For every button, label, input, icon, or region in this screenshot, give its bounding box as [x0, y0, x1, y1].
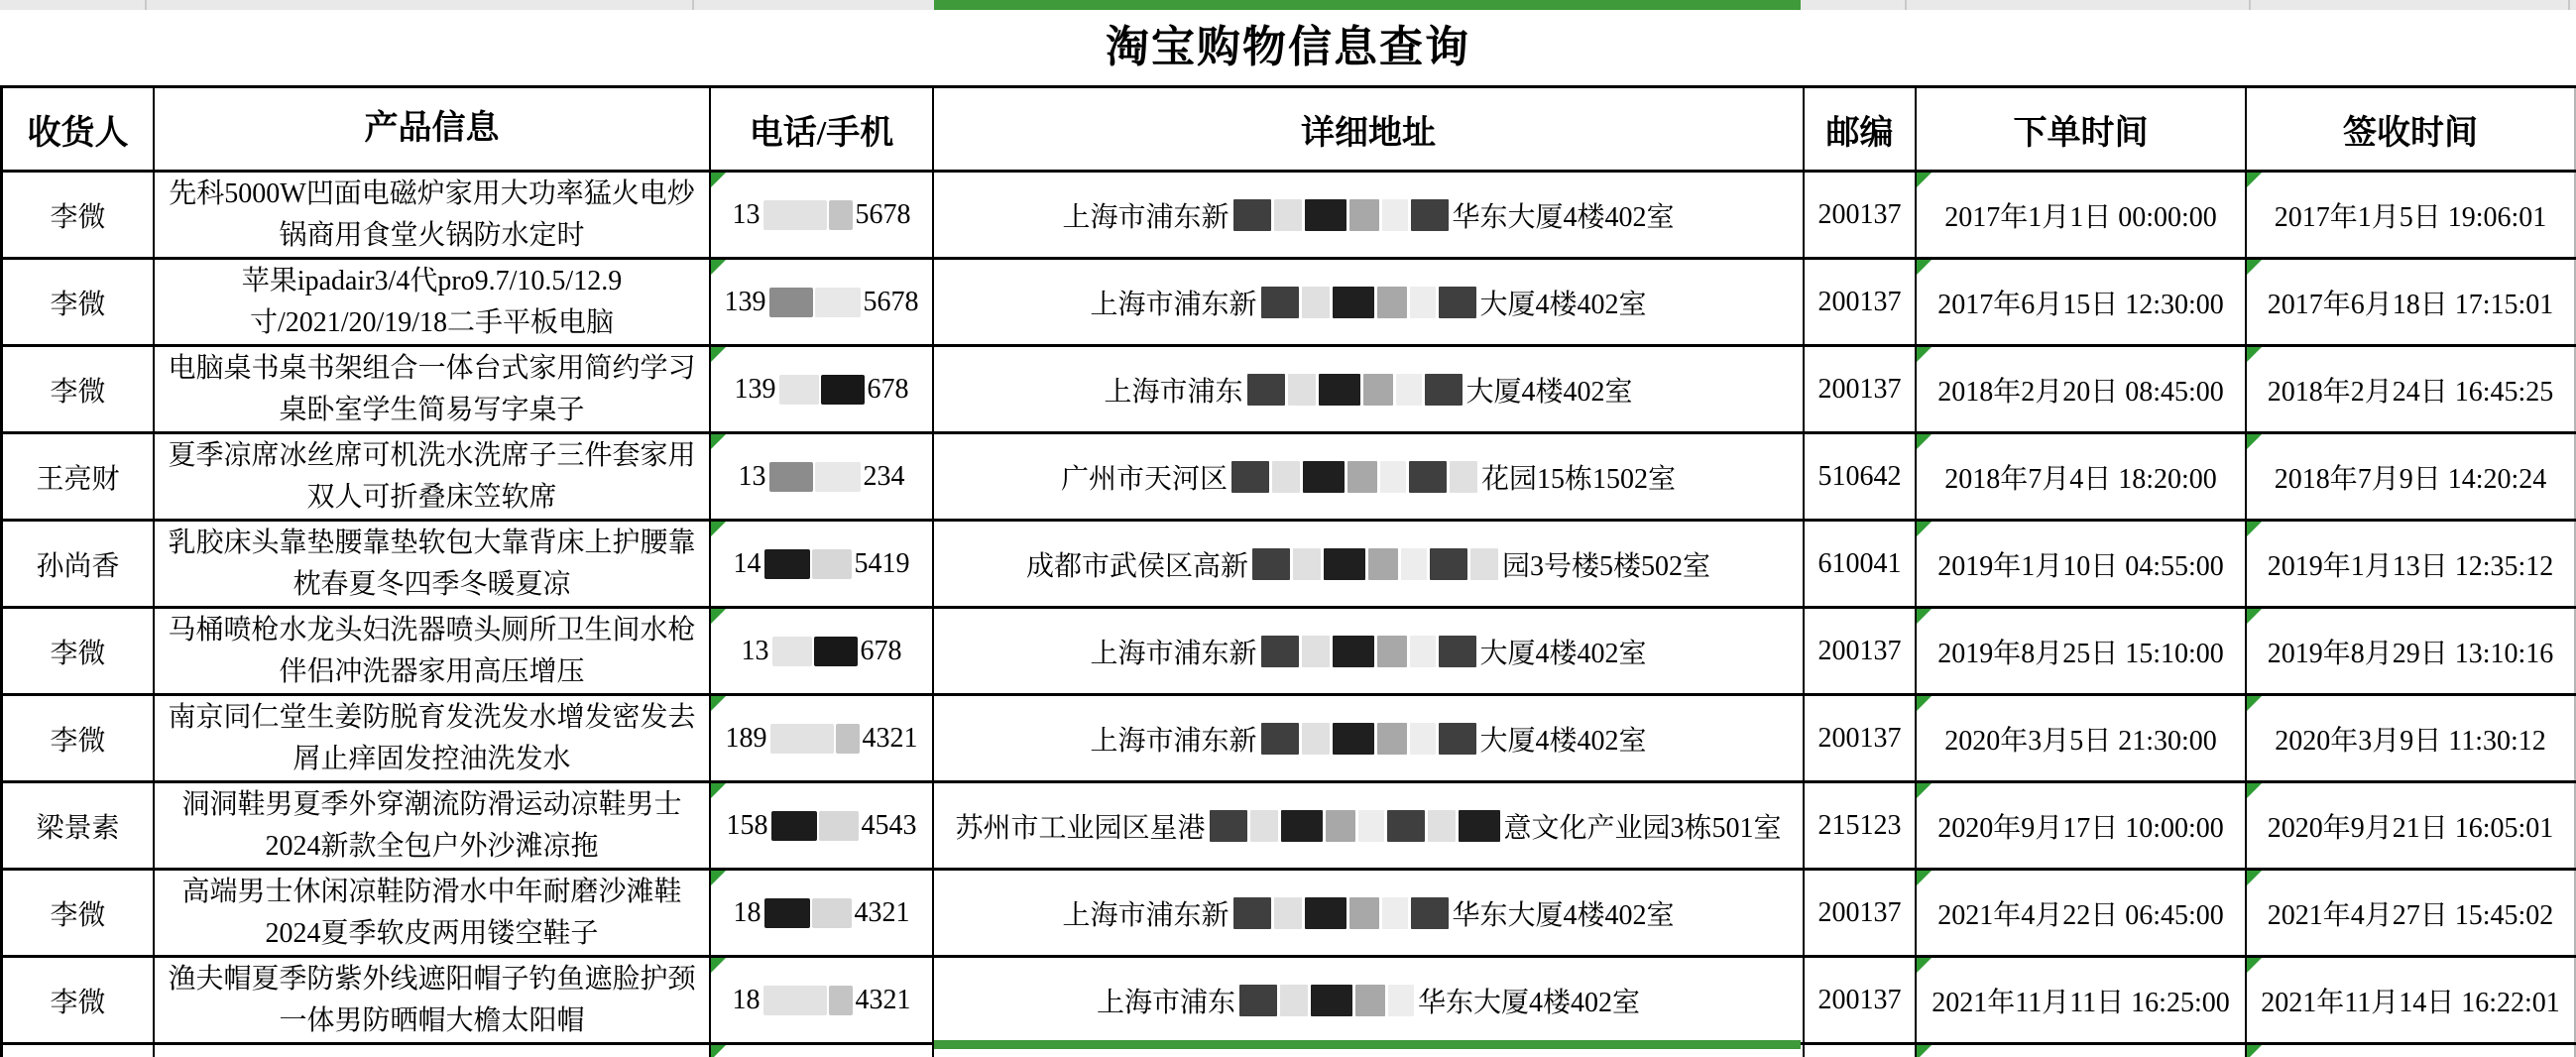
cell-sign-time[interactable]: 2020年9月21日 16:05:01 [2247, 783, 2576, 868]
redaction-block [1274, 199, 1302, 231]
redaction-block [1233, 897, 1271, 929]
redaction-block [1430, 548, 1467, 580]
redaction-block [1425, 374, 1463, 406]
phone-redaction [770, 724, 860, 754]
cell-order-time[interactable]: 2017年1月1日 00:00:00 [1917, 173, 2247, 257]
cell-recipient[interactable]: 李微 [3, 958, 155, 1042]
redaction-block [819, 811, 859, 841]
redaction-block [1305, 199, 1347, 231]
address-redaction [1252, 548, 1498, 580]
header-recipient[interactable]: 收货人 [3, 88, 155, 170]
cell-order-time[interactable]: 2017年6月15日 12:30:00 [1917, 260, 2247, 344]
cell-order-time[interactable]: 2019年8月25日 15:10:00 [1917, 609, 2247, 693]
redaction-block [1439, 636, 1476, 667]
cell-sign-time[interactable]: 2019年1月13日 12:35:12 [2247, 522, 2576, 606]
phone-redaction [764, 898, 852, 928]
phone-suffix: 4321 [854, 896, 910, 928]
cell-recipient[interactable]: 李微 [3, 347, 155, 431]
redaction-block [1272, 461, 1300, 493]
redaction-block [821, 375, 865, 405]
address-prefix: 上海市浦东新 [1090, 725, 1257, 757]
cell-zip[interactable]: 200137 [1805, 871, 1917, 955]
table-header-row [3, 88, 2576, 173]
address-suffix: 大厦4楼402室 [1465, 376, 1633, 408]
table-row [3, 783, 2576, 871]
strip-divider [692, 0, 694, 10]
redaction-block [1261, 287, 1299, 318]
cell-recipient[interactable]: 梁景素 [3, 783, 155, 868]
header-phone[interactable]: 电话/手机 [711, 88, 934, 170]
cell-address[interactable] [934, 871, 1805, 955]
address-redaction [1233, 199, 1449, 231]
redaction-block [1382, 199, 1408, 231]
redaction-block [1311, 985, 1352, 1016]
redaction-block [764, 549, 810, 579]
cell-phone[interactable] [711, 958, 934, 1042]
phone-prefix: 18 [733, 896, 761, 928]
cell-product[interactable]: 电脑桌书桌书架组合一体台式家用简约学习桌卧室学生简易写字桌子 [155, 347, 711, 431]
cell-recipient[interactable]: 李微 [3, 260, 155, 344]
phone-prefix: 18 [732, 984, 761, 1015]
cell-recipient[interactable]: 孙尚香 [3, 522, 155, 606]
redaction-block [1439, 287, 1476, 318]
phone-prefix: 158 [726, 809, 768, 841]
cell-order-time[interactable]: 2019年1月10日 04:55:00 [1917, 522, 2247, 606]
phone-redaction [763, 986, 853, 1015]
selection-border-bottom [934, 1040, 1801, 1049]
phone-suffix: 5678 [863, 286, 919, 317]
address-redaction [1261, 287, 1476, 318]
redaction-block [829, 986, 853, 1015]
redaction-block [770, 724, 834, 754]
cell-product[interactable]: 高端男士休闲凉鞋防滑水中年耐磨沙滩鞋2024夏季软皮两用镂空鞋子 [155, 871, 711, 955]
phone-prefix: 139 [734, 373, 776, 405]
cell-phone[interactable] [711, 434, 934, 519]
address-prefix: 上海市浦东 [1104, 376, 1243, 408]
cell-recipient[interactable]: 李微 [3, 173, 155, 257]
redaction-block [1247, 374, 1285, 406]
redaction-block [1349, 897, 1379, 929]
phone-redaction [771, 811, 859, 841]
redaction-block [1428, 810, 1456, 842]
strip-divider [2568, 0, 2570, 10]
phone-redaction [779, 375, 865, 405]
redaction-block [769, 288, 813, 317]
redaction-block [1459, 810, 1500, 842]
redaction-block [1280, 985, 1308, 1016]
phone-prefix: 139 [724, 286, 766, 317]
table-row [3, 173, 2576, 260]
redaction-block [1326, 810, 1355, 842]
phone-redaction [772, 637, 858, 666]
redaction-block [1305, 897, 1347, 929]
cell-recipient[interactable] [3, 1045, 155, 1057]
phone-suffix: 678 [860, 635, 902, 666]
header-address[interactable]: 详细地址 [934, 88, 1805, 170]
cell-order-time[interactable]: 2018年7月4日 18:20:00 [1917, 434, 2247, 519]
redaction-block [1302, 287, 1330, 318]
cell-sign-time[interactable]: 2017年1月5日 19:06:01 [2247, 173, 2576, 257]
cell-zip[interactable]: 215123 [1805, 783, 1917, 868]
strip-divider [145, 0, 147, 10]
cell-phone[interactable] [711, 696, 934, 780]
cell-order-time[interactable]: 2020年3月5日 21:30:00 [1917, 696, 2247, 780]
table-row [3, 260, 2576, 347]
cell-phone[interactable] [711, 609, 934, 693]
phone-suffix: 4321 [855, 984, 911, 1015]
table-row [3, 958, 2576, 1045]
phone-prefix: 189 [725, 722, 767, 754]
redaction-block [1409, 461, 1447, 493]
redaction-block [772, 637, 812, 666]
cell-phone[interactable] [711, 347, 934, 431]
address-prefix: 上海市浦东新 [1090, 289, 1257, 320]
redaction-block [763, 986, 827, 1015]
redaction-block [836, 724, 860, 754]
redaction-block [1239, 985, 1277, 1016]
redaction-block [1388, 985, 1414, 1016]
address-suffix: 华东大厦4楼402室 [1418, 987, 1641, 1018]
cell-product[interactable]: 南京同仁堂生姜防脱育发洗发水增发密发去屑止痒固发控油洗发水 [155, 696, 711, 780]
redaction-block [1333, 636, 1374, 667]
redaction-block [1410, 636, 1436, 667]
redaction-block [1401, 548, 1427, 580]
cell-address[interactable] [934, 783, 1805, 868]
redaction-block [1358, 810, 1384, 842]
cell-phone[interactable] [711, 522, 934, 606]
address-suffix: 大厦4楼402室 [1479, 725, 1647, 757]
address-prefix: 苏州市工业园区星港 [955, 812, 1206, 844]
phone-prefix: 13 [738, 460, 766, 492]
phone-redaction [763, 200, 853, 230]
column-header-strip [0, 0, 2576, 10]
cell-recipient[interactable]: 李微 [3, 696, 155, 780]
address-redaction [1261, 636, 1476, 667]
cell-product[interactable]: 洞洞鞋男夏季外穿潮流防滑运动凉鞋男士2024新款全包户外沙滩凉拖 [155, 783, 711, 868]
address-redaction [1247, 374, 1463, 406]
orders-table [0, 85, 2576, 1057]
redaction-block [1303, 461, 1345, 493]
redaction-block [1274, 897, 1302, 929]
address-redaction [1231, 461, 1477, 493]
redaction-block [1210, 810, 1247, 842]
redaction-block [1377, 287, 1407, 318]
redaction-block [779, 375, 819, 405]
cell-address[interactable] [934, 958, 1805, 1042]
address-suffix: 花园15栋1502室 [1481, 463, 1677, 495]
cell-phone[interactable] [711, 871, 934, 955]
cell-product[interactable]: 渔夫帽夏季防紫外线遮阳帽子钓鱼遮脸护颈一体男防晒帽大檐太阳帽 [155, 958, 711, 1042]
cell-sign-time[interactable]: 2017年6月18日 17:15:01 [2247, 260, 2576, 344]
redaction-block [812, 898, 852, 928]
cell-zip[interactable]: 200137 [1805, 609, 1917, 693]
redaction-block [1377, 723, 1407, 755]
cell-phone[interactable] [711, 1045, 934, 1057]
redaction-block [1261, 723, 1299, 755]
redaction-block [1380, 461, 1406, 493]
redaction-block [1450, 461, 1477, 493]
cell-recipient[interactable]: 王亮财 [3, 434, 155, 519]
cell-sign-time[interactable] [2247, 1045, 2576, 1057]
cell-order-time[interactable]: 2021年4月22日 06:45:00 [1917, 871, 2247, 955]
redaction-block [815, 288, 861, 317]
redaction-block [1349, 199, 1379, 231]
phone-redaction [769, 462, 861, 492]
strip-divider [2249, 0, 2251, 10]
redaction-block [1261, 636, 1299, 667]
table-row [3, 434, 2576, 522]
cell-order-time[interactable]: 2021年11月11日 16:25:00 [1917, 958, 2247, 1042]
redaction-block [1347, 461, 1377, 493]
cell-zip[interactable]: 200137 [1805, 173, 1917, 257]
redaction-block [1363, 374, 1393, 406]
strip-divider [1905, 0, 1907, 10]
redaction-block [764, 898, 810, 928]
header-order-time[interactable]: 下单时间 [1917, 88, 2247, 170]
cell-product[interactable]: 苹果ipadair3/4代pro9.7/10.5/12.9寸/2021/20/19/18二手平板电脑 [155, 260, 711, 344]
cell-address[interactable] [934, 347, 1805, 431]
cell-product[interactable]: 马桶喷枪水龙头妇洗器喷头厕所卫生间水枪伴侣冲洗器家用高压增压 [155, 609, 711, 693]
redaction-block [1302, 723, 1330, 755]
cell-address[interactable] [934, 609, 1805, 693]
redaction-block [1302, 636, 1330, 667]
phone-redaction [764, 549, 852, 579]
address-suffix: 意文化产业园3栋501室 [1503, 812, 1782, 844]
cell-zip[interactable] [1805, 1045, 1917, 1057]
table-row [3, 522, 2576, 609]
cell-zip[interactable]: 200137 [1805, 958, 1917, 1042]
phone-prefix: 14 [733, 547, 761, 579]
address-prefix: 上海市浦东新 [1090, 638, 1257, 669]
phone-suffix: 234 [863, 460, 905, 492]
cell-zip[interactable]: 200137 [1805, 347, 1917, 431]
table-row [3, 696, 2576, 783]
redaction-block [814, 637, 858, 666]
address-suffix: 华东大厦4楼402室 [1452, 899, 1675, 931]
redaction-block [1355, 985, 1385, 1016]
redaction-block [815, 462, 861, 492]
redaction-block [1252, 548, 1290, 580]
redaction-block [1382, 897, 1408, 929]
address-redaction [1261, 723, 1476, 755]
cell-sign-time[interactable]: 2019年8月29日 13:10:16 [2247, 609, 2576, 693]
phone-prefix: 13 [741, 635, 769, 666]
redaction-block [1439, 723, 1476, 755]
table-row [3, 347, 2576, 434]
redaction-block [1324, 548, 1365, 580]
cell-product[interactable]: 先科5000W凹面电磁炉家用大功率猛火电炒锅商用食堂火锅防水定时 [155, 173, 711, 257]
cell-phone[interactable] [711, 173, 934, 257]
address-redaction [1239, 985, 1414, 1016]
redaction-block [1411, 199, 1449, 231]
address-suffix: 大厦4楼402室 [1479, 638, 1647, 669]
cell-product[interactable] [155, 1045, 711, 1057]
header-sign-time[interactable]: 签收时间 [2247, 88, 2576, 170]
redaction-block [1333, 723, 1374, 755]
redaction-block [829, 200, 853, 230]
redaction-block [1233, 199, 1271, 231]
cell-order-time[interactable]: 2018年2月20日 08:45:00 [1917, 347, 2247, 431]
address-prefix: 上海市浦东新 [1062, 201, 1229, 233]
phone-suffix: 5678 [855, 198, 911, 230]
redaction-block [1470, 548, 1498, 580]
cell-sign-time[interactable]: 2020年3月9日 11:30:12 [2247, 696, 2576, 780]
address-prefix: 上海市浦东新 [1062, 899, 1229, 931]
redaction-block [1231, 461, 1269, 493]
redaction-block [1288, 374, 1316, 406]
redaction-block [1250, 810, 1278, 842]
cell-sign-time[interactable]: 2018年2月24日 16:45:25 [2247, 347, 2576, 431]
cell-sign-time[interactable]: 2021年4月27日 15:45:02 [2247, 871, 2576, 955]
cell-zip[interactable]: 200137 [1805, 696, 1917, 780]
redaction-block [1410, 723, 1436, 755]
table-row [3, 871, 2576, 958]
phone-prefix: 13 [732, 198, 761, 230]
redaction-block [769, 462, 813, 492]
cell-address[interactable] [934, 434, 1805, 519]
redaction-block [1319, 374, 1360, 406]
cell-zip[interactable]: 200137 [1805, 260, 1917, 344]
cell-recipient[interactable]: 李微 [3, 871, 155, 955]
redaction-block [1387, 810, 1425, 842]
cell-product[interactable]: 乳胶床头靠垫腰靠垫软包大靠背床上护腰靠枕春夏冬四季冬暖夏凉 [155, 522, 711, 606]
page-title: 淘宝购物信息查询 [1106, 23, 1470, 71]
address-suffix: 华东大厦4楼402室 [1452, 201, 1675, 233]
phone-suffix: 4543 [861, 809, 917, 841]
phone-suffix: 5419 [854, 547, 910, 579]
table-body [3, 173, 2576, 1045]
header-product[interactable]: 产品信息 [155, 88, 711, 170]
cell-sign-time[interactable]: 2018年7月9日 14:20:24 [2247, 434, 2576, 519]
cell-order-time[interactable]: 2020年9月17日 10:00:00 [1917, 783, 2247, 868]
cell-address[interactable] [934, 260, 1805, 344]
phone-suffix: 678 [867, 373, 909, 405]
redaction-block [1333, 287, 1374, 318]
redaction-block [1377, 636, 1407, 667]
redaction-block [771, 811, 817, 841]
address-redaction [1233, 897, 1449, 929]
cell-address[interactable] [934, 522, 1805, 606]
phone-suffix: 4321 [862, 722, 918, 754]
redaction-block [812, 549, 852, 579]
cell-address[interactable] [934, 696, 1805, 780]
redaction-block [1411, 897, 1449, 929]
address-prefix: 广州市天河区 [1060, 463, 1228, 495]
header-zip[interactable]: 邮编 [1805, 88, 1917, 170]
address-prefix: 上海市浦东 [1096, 987, 1235, 1018]
phone-redaction [769, 288, 861, 317]
selected-column-highlight [934, 0, 1801, 10]
address-suffix: 园3号楼5楼502室 [1502, 550, 1711, 582]
cell-phone[interactable] [711, 783, 934, 868]
cell-recipient[interactable]: 李微 [3, 609, 155, 693]
cell-sign-time[interactable]: 2021年11月14日 16:22:01 [2247, 958, 2576, 1042]
cell-zip[interactable]: 510642 [1805, 434, 1917, 519]
cell-order-time[interactable] [1917, 1045, 2247, 1057]
redaction-block [1396, 374, 1422, 406]
cell-product[interactable]: 夏季凉席冰丝席可机洗水洗席子三件套家用双人可折叠床笠软席 [155, 434, 711, 519]
address-redaction [1210, 810, 1500, 842]
cell-zip[interactable]: 610041 [1805, 522, 1917, 606]
cell-address[interactable] [934, 173, 1805, 257]
redaction-block [1281, 810, 1323, 842]
address-prefix: 成都市武侯区高新 [1025, 550, 1248, 582]
redaction-block [1368, 548, 1398, 580]
redaction-block [1293, 548, 1321, 580]
redaction-block [1410, 287, 1436, 318]
cell-phone[interactable] [711, 260, 934, 344]
redaction-block [763, 200, 827, 230]
table-row [3, 609, 2576, 696]
address-suffix: 大厦4楼402室 [1479, 289, 1647, 320]
